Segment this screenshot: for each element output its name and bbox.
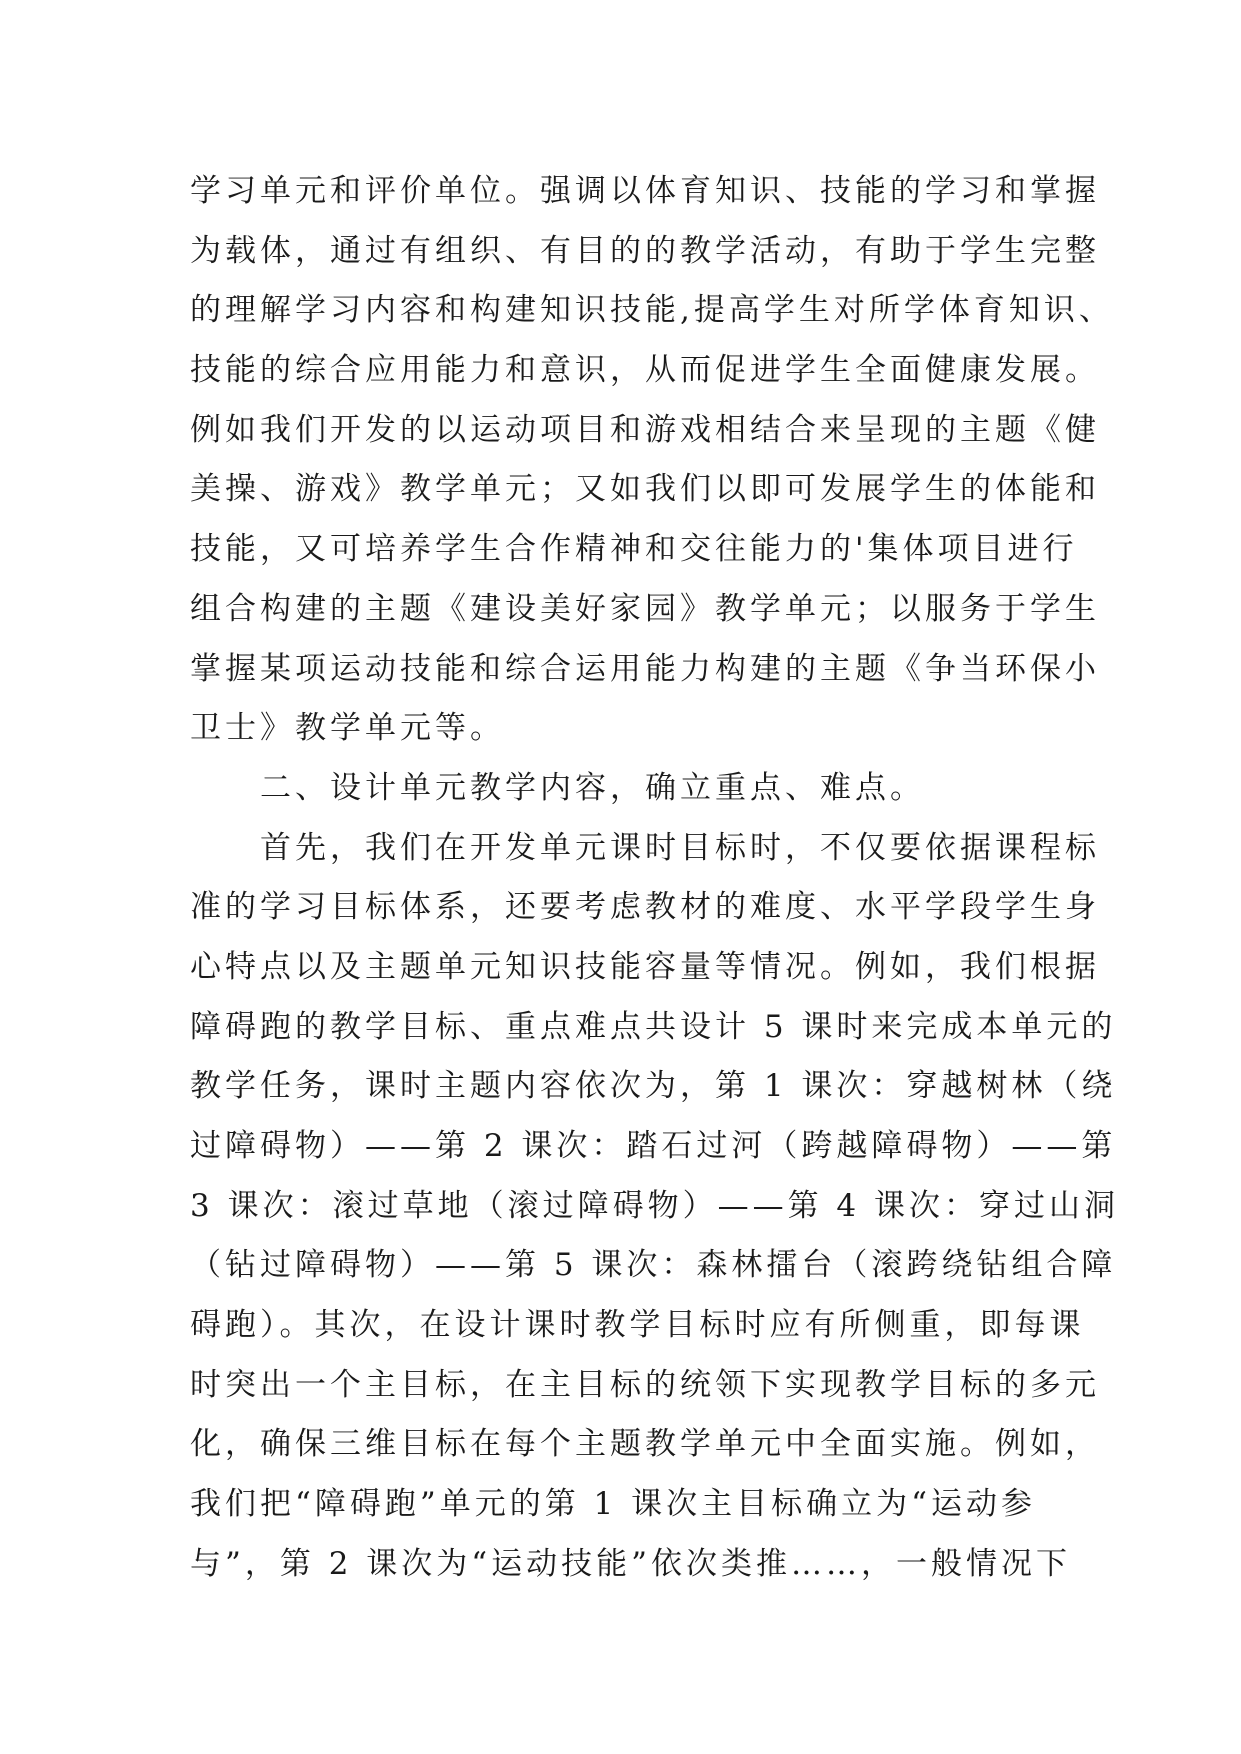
text-line: 例如我们开发的以运动项目和游戏相结合来呈现的主题《健 (190, 411, 1100, 448)
text-line: 技能，又可培养学生合作精神和交往能力的'集体项目进行 (190, 531, 1078, 568)
text-line: 我们把“障碍跑”单元的第 1 课次主目标确立为“运动参 (190, 1486, 1036, 1523)
text-line: 时突出一个主目标，在主目标的统领下实现教学目标的多元 (190, 1366, 1100, 1403)
text-line: 卫士》教学单元等。 (190, 710, 505, 747)
text-line: 过障碍物）——第 2 课次：踏石过河（跨越障碍物）——第 (190, 1128, 1117, 1164)
text-line: （钻过障碍物）——第 5 课次：森林擂台（滚跨绕钻组合障 (190, 1247, 1117, 1284)
text-line: 技能的综合应用能力和意识，从而促进学生全面健康发展。 (190, 352, 1100, 389)
body-text (190, 162, 1120, 1595)
text-line: 心特点以及主题单元知识技能容量等情况。例如，我们根据 (190, 948, 1100, 985)
text-line: 化，确保三维目标在每个主题教学单元中全面实施。例如， (190, 1426, 1100, 1463)
text-line: 美操、游戏》教学单元；又如我们以即可发展学生的体能和 (190, 471, 1100, 508)
text-line: 首先，我们在开发单元课时目标时，不仅要依据课程标 (190, 829, 1100, 866)
text-line: 学习单元和评价单位。强调以体育知识、技能的学习和掌握 (190, 173, 1100, 209)
text-line: 3 课次：滚过草地（滚过障碍物）——第 4 课次：穿过山洞 (190, 1187, 1120, 1224)
text-line: 为载体，通过有组织、有目的的教学活动，有助于学生完整 (190, 232, 1100, 269)
text-line: 组合构建的主题《建设美好家园》教学单元；以服务于学生 (190, 590, 1100, 627)
section-heading: 二、设计单元教学内容，确立重点、难点。 (190, 769, 925, 806)
text-line: 的理解学习内容和构建知识技能,提高学生对所学体育知识、 (190, 292, 1114, 329)
text-line: 准的学习目标体系，还要考虑教材的难度、水平学段学生身 (190, 889, 1100, 926)
text-line: 碍跑）。其次，在设计课时教学目标时应有所侧重，即每课 (190, 1307, 1085, 1344)
text-line: 掌握某项运动技能和综合运用能力构建的主题《争当环保小 (190, 650, 1100, 687)
text-line: 与”，第 2 课次为“运动技能”依次类推……，一般情况下 (190, 1545, 1071, 1582)
text-line: 教学任务，课时主题内容依次为，第 1 课次：穿越树林（绕 (190, 1068, 1117, 1105)
text-line: 障碍跑的教学目标、重点难点共设计 5 课时来完成本单元的 (190, 1008, 1117, 1045)
